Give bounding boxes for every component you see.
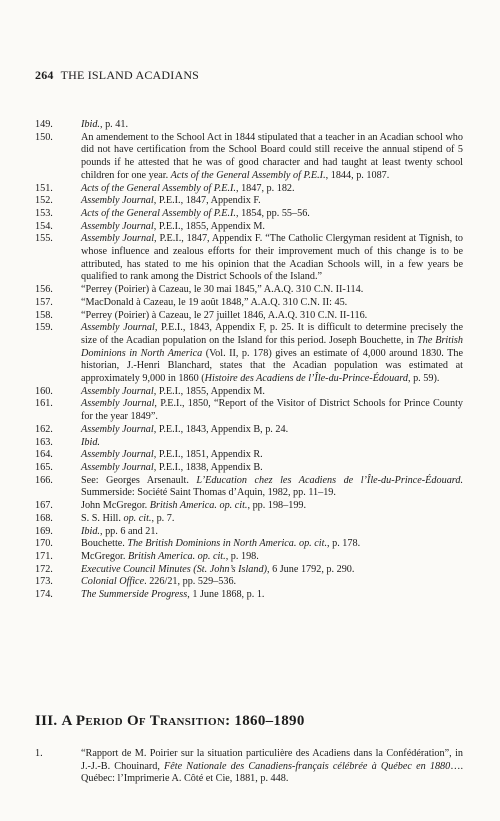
endnote-text	[81, 462, 463, 475]
endnote	[35, 221, 463, 234]
endnote-italic-segment: Assembly Journal	[81, 461, 154, 473]
endnote-segment: , P.E.I., 1850, “Report of the Visitor of District Schools for Prince County for the year 1849”.	[81, 398, 464, 423]
endnote-segment: (Vol. II, p. 178) gives an estimate of 4,000 around 1830. The historian, J.-Henri Blanchard, states that the Acadian population was estimated at approximately 9,000 in 1860 (	[81, 347, 463, 385]
endnote-italic-segment: Ibid.	[81, 436, 100, 448]
endnote	[35, 119, 463, 132]
endnote-number: 174.	[35, 589, 53, 601]
endnote	[35, 310, 463, 323]
endnote-text	[81, 589, 463, 602]
endnote-text	[81, 208, 463, 221]
endnote-text	[81, 310, 463, 323]
endnote-segment: “MacDonald à Cazeau, le 19 août 1848,” A.A.Q. 310 C.N. II: 45.	[81, 296, 348, 308]
endnote-text	[81, 538, 463, 551]
endnote	[35, 322, 463, 386]
page-number: 264	[35, 68, 54, 82]
endnote-segment: , 1847, p. 182.	[235, 182, 295, 194]
endnote-segment: , 1 June 1868, p. 1.	[187, 589, 265, 601]
endnote-italic-segment: Ibid.	[81, 119, 100, 130]
endnote-text	[81, 526, 463, 539]
endnote	[35, 475, 463, 500]
endnote-text	[81, 551, 463, 564]
endnote-italic-segment: Acts of the General Assembly of P.E.I.	[81, 182, 236, 194]
endnote-italic-segment: Assembly Journal	[81, 423, 154, 435]
endnote-number: 150.	[35, 131, 53, 143]
endnote-number: 158.	[35, 309, 53, 321]
endnote-segment: , P.E.I., 1838, Appendix B.	[153, 461, 263, 473]
endnote-number: 160.	[35, 385, 53, 397]
endnote	[35, 576, 463, 589]
endnote-italic-segment: Acts of the General Assembly of P.E.I.	[81, 207, 236, 219]
endnote	[35, 526, 463, 539]
endnote-segment: “Rapport de M. Poirier sur la situation particulière des Acadiens dans la Confédération”, in J.-J.-B. Chouinard,	[81, 748, 463, 772]
endnote-number: 167.	[35, 500, 53, 512]
endnote-segment: , 6 June 1792, p. 290.	[266, 563, 355, 575]
endnote-text	[81, 119, 463, 132]
endnote-number: 173.	[35, 576, 53, 588]
endnote	[35, 564, 463, 577]
endnote-segment: , p. 7.	[151, 512, 175, 524]
endnote-segment: S. S. Hill.	[81, 512, 124, 524]
section-notes-list	[35, 748, 463, 786]
endnote-italic-segment: The British Dominions in North America	[81, 334, 463, 359]
running-title: THE ISLAND ACADIANS	[60, 68, 200, 82]
endnote-italic-segment: op. cit.	[123, 512, 152, 524]
endnote-text	[81, 424, 463, 437]
endnote-text	[81, 576, 463, 589]
endnote-text	[81, 322, 463, 386]
endnote-segment: . 226/21, pp. 529–536.	[144, 576, 237, 588]
endnote-segment: , 1854, pp. 55–56.	[235, 207, 310, 219]
endnote-italic-segment: Assembly Journal	[81, 322, 155, 334]
endnote-italic-segment: Assembly Journal	[81, 385, 154, 397]
endnote-number: 156.	[35, 284, 53, 296]
endnote-text	[81, 221, 463, 234]
endnotes-list	[35, 119, 463, 602]
endnote-number: 151.	[35, 182, 53, 194]
endnote-segment: McGregor.	[81, 550, 128, 562]
endnote	[35, 551, 463, 564]
endnote-segment: See: Georges Arsenault.	[81, 474, 197, 486]
endnote-number: 169.	[35, 525, 53, 537]
endnote-segment: , p. 59).	[407, 373, 440, 385]
endnote-number: 155.	[35, 233, 53, 245]
endnote-segment: , pp. 6 and 21.	[99, 525, 158, 537]
endnote-text	[81, 449, 463, 462]
endnote-segment: , P.E.I., 1847, Appendix F.	[153, 195, 261, 207]
endnote-number: 172.	[35, 563, 53, 575]
endnote-italic-segment: L’Education chez les Acadiens de l’Île-du-Prince-Édouard.	[196, 474, 464, 486]
endnote-segment: John McGregor.	[81, 500, 150, 512]
endnote	[35, 195, 463, 208]
endnote-segment: , P.E.I., 1843, Appendix B, p. 24.	[153, 423, 289, 435]
endnote	[35, 589, 463, 602]
endnote-italic-segment: British America. op. cit.	[127, 550, 226, 562]
endnote	[35, 449, 463, 462]
endnote-number: 154.	[35, 220, 53, 232]
endnote	[35, 462, 463, 475]
endnote-number: 170.	[35, 538, 53, 550]
endnote-text	[81, 564, 463, 577]
endnote	[35, 183, 463, 196]
endnote-italic-segment: Assembly Journal	[81, 449, 154, 461]
endnote-number: 149.	[35, 119, 53, 130]
endnote-segment: , P.E.I., 1843, Appendix F, p. 25. It is difficult to determine precisely the size of the Acadian population on the Island for this period. Joseph Bouchette, in	[81, 322, 463, 346]
endnote	[35, 208, 463, 221]
section-heading	[35, 713, 305, 730]
endnote-segment: , p. 198.	[225, 550, 259, 562]
endnote-segment: “Perrey (Poirier) à Cazeau, le 27 juillet 1846, A.A.Q. 310 C.N. II-116.	[81, 309, 368, 321]
endnote-italic-segment: Executive Council Minutes (St. John’s Island)	[81, 563, 267, 575]
endnote-segment: , P.E.I., 1855, Appendix M.	[153, 220, 265, 232]
endnote	[35, 132, 463, 183]
endnote-segment: An amendement to the School Act in 1844 stipulated that a teacher in an Acadian school who did not have certification from the School Board could still receive the annual stipend of 5 pounds if he attested that he was of good character and had taught at least twenty school children for one year.	[81, 131, 463, 181]
endnote-segment: , p. 178.	[327, 538, 361, 550]
endnote-segment: “Perrey (Poirier) à Cazeau, le 30 mai 1845,” A.A.Q. 310 C.N. II-114.	[81, 284, 364, 296]
endnote	[35, 233, 463, 284]
endnote-text	[81, 284, 463, 297]
endnote	[35, 386, 463, 399]
endnote-text	[81, 398, 463, 423]
endnote-segment: , pp. 198–199.	[247, 500, 307, 512]
endnote	[35, 538, 463, 551]
endnote-italic-segment: Ibid.	[81, 525, 100, 537]
endnote-number: 165.	[35, 461, 53, 473]
endnote-text	[81, 132, 463, 183]
endnote-segment: , P.E.I., 1855, Appendix M.	[153, 385, 265, 397]
running-header	[35, 68, 199, 83]
endnote	[35, 513, 463, 526]
endnote	[35, 500, 463, 513]
endnote-italic-segment: Assembly Journal	[81, 233, 155, 245]
endnote-text	[81, 475, 463, 500]
endnote-number: 157.	[35, 296, 53, 308]
endnote-number: 1.	[35, 748, 43, 759]
endnote-number: 163.	[35, 436, 53, 448]
section-title: A Period Of Transition: 1860–1890	[61, 713, 305, 729]
endnote-segment: , P.E.I., 1847, Appendix F. “The Catholic Clergyman resident at Tignish, to whose influence and zealous efforts for their improvement much of this change is to be attributed, has stated to me his opinion that the Acadian Schools will, in a few years be qualified to rank among the District Schools of the Island.”	[81, 233, 464, 283]
endnote-number: 166.	[35, 474, 53, 486]
endnote-text	[81, 195, 463, 208]
endnote-text	[81, 233, 463, 284]
endnote-segment: , p. 41.	[99, 119, 128, 130]
endnote-italic-segment: British America. op. cit.	[149, 500, 248, 512]
endnote-text	[81, 437, 463, 450]
endnote-italic-segment: Assembly Journal	[81, 220, 154, 232]
endnote	[35, 297, 463, 310]
endnote-italic-segment: The Summerside Progress	[81, 589, 188, 601]
endnote-italic-segment: Fête Nationale des Canadiens-français célébrée à Québec en 1880	[164, 760, 451, 772]
endnote-number: 164.	[35, 449, 53, 461]
endnote	[35, 437, 463, 450]
endnote-number: 161.	[35, 398, 53, 410]
endnote	[35, 398, 463, 423]
section-numeral: III.	[35, 713, 58, 729]
endnote-text	[81, 297, 463, 310]
endnote-italic-segment: The British Dominions in North America. op. cit.	[127, 538, 328, 550]
endnote-number: 162.	[35, 423, 53, 435]
endnote-segment: , 1844, p. 1087.	[325, 169, 390, 181]
endnote-segment: , P.E.I., 1851, Appendix R.	[153, 449, 263, 461]
endnote-italic-segment: Acts of the General Assembly of P.E.I.	[170, 169, 326, 181]
endnote	[35, 424, 463, 437]
endnote-number: 159.	[35, 322, 53, 334]
endnote-text	[81, 183, 463, 196]
endnote-segment: Bouchette.	[81, 538, 128, 550]
endnote-italic-segment: Histoire des Acadiens de l’Île-du-Prince-Édouard	[204, 373, 408, 385]
endnote-segment: Summerside: Société Saint Thomas d’Aquin, 1982, pp. 11–19.	[81, 487, 336, 499]
endnote-number: 153.	[35, 207, 53, 219]
endnote-number: 152.	[35, 195, 53, 207]
endnote-number: 168.	[35, 512, 53, 524]
endnote-italic-segment: Colonial Office	[81, 576, 145, 588]
endnote-text	[81, 748, 463, 786]
endnote	[35, 748, 463, 786]
endnote-text	[81, 500, 463, 513]
endnote-text	[81, 513, 463, 526]
endnote	[35, 284, 463, 297]
endnote-text	[81, 386, 463, 399]
endnote-segment: …. Québec: l’Imprimerie A. Côté et Cie, 1881, p. 448.	[81, 760, 463, 785]
endnote-italic-segment: Assembly Journal	[81, 195, 154, 207]
endnote-italic-segment: Assembly Journal	[81, 398, 155, 410]
endnote-number: 171.	[35, 550, 53, 562]
